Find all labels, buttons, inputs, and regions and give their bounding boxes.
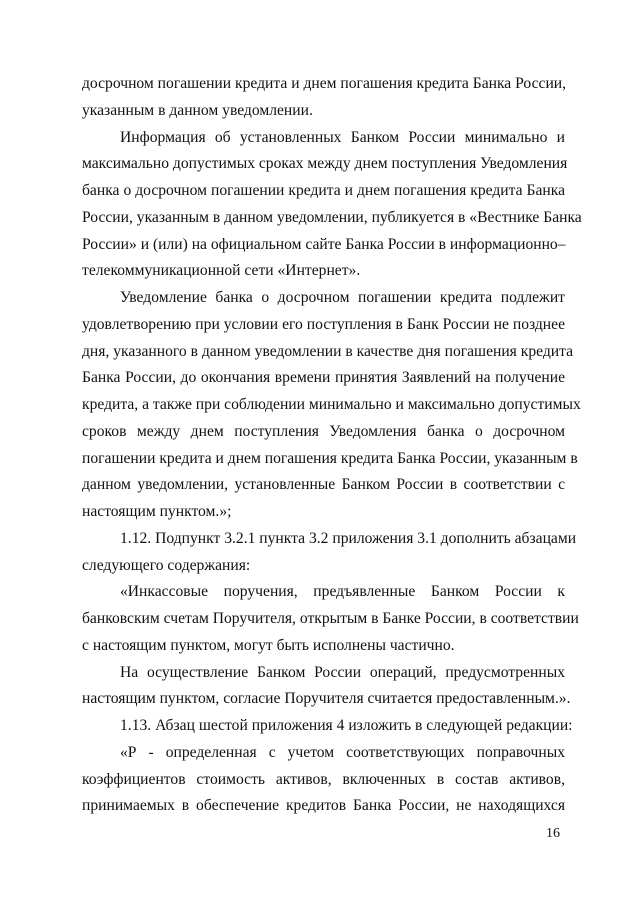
text-line: России, указанным в данном уведомлении, публикуется в «Вестнике Банка (82, 208, 582, 226)
text-line: данном уведомлении, установленные Банком России в соответствии с (82, 476, 565, 494)
paragraph-item-1-13 (82, 713, 573, 740)
paragraph-item-1-12 (82, 526, 577, 580)
text-line: 1.13. Абзац шестой приложения 4 изложить в следующей редакции: (120, 717, 573, 734)
text-line: настоящим пунктом.»; (82, 503, 232, 520)
text-line: Информация об установленных Банком России минимально и (120, 128, 565, 146)
text-line: погашении кредита и днем погашения кредита Банка России, указанным в (82, 449, 578, 467)
document-body (82, 71, 582, 820)
text-line: 1.12. Подпункт 3.2.1 пункта 3.2 приложения 3.1 дополнить абзацами (120, 529, 577, 547)
paragraph-information (82, 125, 582, 286)
text-line: банковским счетам Поручителя, открытым в Банке России, в соответствии (82, 610, 579, 627)
text-line: сроков между днем поступления Уведомления банка о досрочном (82, 422, 565, 440)
paragraph-consent (82, 660, 571, 714)
text-line: кредита, а также при соблюдении минимально и максимально допустимых (82, 396, 581, 413)
text-line: указанным в данном уведомлении. (82, 101, 313, 119)
text-line: следующего содержания: (82, 556, 251, 574)
text-line: «Инкассовые поручения, предъявленные Банком России к (120, 583, 565, 601)
paragraph-continuation (82, 71, 565, 125)
paragraph-collection-orders (82, 579, 579, 659)
text-line: с настоящим пунктом, могут быть исполнены частично. (82, 636, 455, 654)
text-line: удовлетворению при условии его поступления в Банк России не позднее (82, 315, 565, 333)
text-line: принимаемых в обеспечение кредитов Банка России, не находящихся (82, 797, 565, 815)
text-line: «Р - определенная с учетом соответствующих поправочных (120, 743, 565, 761)
text-line: На осуществление Банком России операций, предусмотренных (120, 663, 565, 681)
text-line: телекоммуникационной сети «Интернет». (82, 262, 361, 280)
paragraph-definition-p (82, 740, 565, 820)
text-line: коэффициентов стоимость активов, включенных в состав активов, (82, 770, 565, 788)
text-line: дня, указанного в данном уведомлении в качестве дня погашения кредита (82, 342, 574, 360)
text-line: Банка России, до окончания времени принятия Заявлений на получение (82, 369, 565, 387)
text-line: максимально допустимых сроках между днем поступления Уведомления (82, 155, 568, 173)
text-line: настоящим пунктом, согласие Поручителя считается предоставленным.». (82, 690, 571, 708)
text-line: досрочном погашении кредита и днем погашения кредита Банка России, (82, 75, 567, 92)
page-number: 16 (546, 826, 560, 841)
text-line: России» и (или) на официальном сайте Банка России в информационно– (82, 235, 566, 253)
paragraph-notification (82, 285, 581, 526)
text-line: банка о досрочном погашении кредита и днем погашения кредита Банка (82, 182, 565, 199)
text-line: Уведомление банка о досрочном погашении кредита подлежит (120, 289, 565, 306)
